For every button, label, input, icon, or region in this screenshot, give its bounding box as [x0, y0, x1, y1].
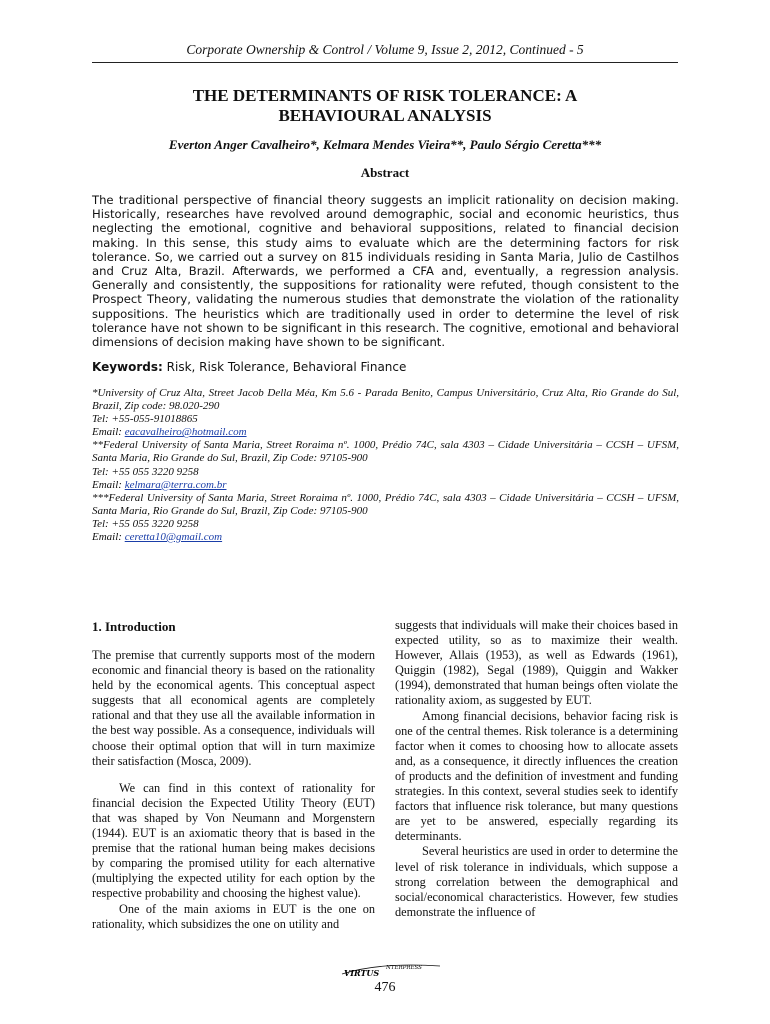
paragraph: Several heuristics are used in order to determine the level of risk tolerance in individuals, which suppose a strong correlation between the demographical and social/economical characteristics. However, few studies demonstrate the influence of: [395, 844, 678, 919]
affiliation-2-tel: Tel: +55 055 3220 9258: [92, 465, 199, 478]
logo-text-interpress: NTERPRESS: [386, 965, 422, 971]
paragraph: One of the main axioms in EUT is the one on rationality, which subsidizes the one on utility and: [92, 901, 375, 931]
header-divider: [92, 62, 678, 63]
affiliations: [92, 387, 679, 544]
article-title: [92, 86, 678, 126]
abstract-heading: Abstract: [360, 165, 410, 180]
keywords-list: Risk, Risk Tolerance, Behavioral Finance: [166, 360, 407, 374]
logo-text-virtus: VIRTUS: [344, 968, 380, 978]
email-label: Email:: [92, 426, 122, 439]
affiliation-1-tel: Tel: +55-055-91018865: [92, 413, 198, 426]
paragraph: Among financial decisions, behavior facing risk is one of the central themes. Risk tolerance is a determining factor when it comes to choosing how to allocate assets and, as a consequence, it directly influences the creation of products and the definition of investment and funding strategies. In this context, several studies seek to identify factors that influence risk tolerance, but many questions are yet to be answered, especially regarding its determinants.: [395, 708, 678, 844]
running-header: Corporate Ownership & Control / Volume 9, Issue 2, 2012, Continued - 5: [186, 42, 584, 57]
body-column-left: [92, 618, 375, 932]
paragraph: We can find in this context of rationality for financial decision the Expected Utility Theory (EUT) that was shaped by Von Neumann and Morgenstern (1944). EUT is an axiomatic theory that is based in the premise that the rational human being makes decisions by comparing the promised utility for each alternative (multiplying the expected utility for each option by the respective probability and choosing the highest value).: [92, 780, 375, 901]
email-label: Email:: [92, 531, 122, 544]
publisher-logo: [340, 960, 450, 980]
affiliation-3-email-line: [92, 531, 679, 544]
email-label: Email:: [92, 478, 122, 491]
email-link-3[interactable]: ceretta10@gmail.com: [124, 531, 223, 544]
keywords: [92, 360, 678, 374]
affiliation-3-tel: Tel: +55 055 3220 9258: [92, 517, 199, 530]
affiliation-1-email-line: [92, 426, 679, 439]
paragraph: The premise that currently supports most of the modern economic and financial theory is based on the rationality held by the economical agents. This conceptual aspect suggests that all economical agents are completely rational and that they use all the available information in the best way possible. As a consequence, individuals will choose their optimal option that will in turn maximize their satisfaction (Mosca, 2009).: [92, 648, 375, 768]
section-heading-introduction: 1. Introduction: [92, 619, 176, 634]
page-number: 476: [374, 980, 396, 995]
keywords-label: Keywords:: [92, 360, 163, 374]
title-line-2: BEHAVIOURAL ANALYSIS: [278, 106, 492, 125]
affiliation-2-address: **Federal University of Santa Maria, Street Roraima nº. 1000, Prédio 74C, sala 4303 – Cidade Universitária – CCSH – UFSM, Santa Maria, Rio Grande do Sul, Brazil, Zip Code: 97105-900: [92, 439, 679, 465]
email-link-1[interactable]: eacavalheiro@hotmail.com: [124, 426, 247, 439]
body-column-right: [395, 618, 678, 920]
abstract-text: The traditional perspective of financial theory suggests an implicit rationality on decision making. Historically, researches have revolved around demographic, social and economic heuristics, thus neglecting the emotional, cognitive and behavioral suppositions, related to financial decision making. In this sense, this study aims to evaluate which are the determining factors for risk tolerance. So, we carried out a survey on 815 individuals residing in Santa Maria, Julio de Castilhos and Cruz Alta, Brazil. Afterwards, we performed a CFA and, eventually, a regression analysis. Generally and consistently, the suppositions for rationality were refuted, though consistent to the Prospect Theory, validating the numerous studies that demonstrate the violation of the rationality suppositions. The heuristics which are traditionally used in order to determine the level of risk tolerance have not shown to be significant in this research. The cognitive, emotional and behavioral dimensions of decision making have shown to be significant.: [92, 193, 679, 350]
authors: Everton Anger Cavalheiro*, Kelmara Mendes Vieira**, Paulo Sérgio Ceretta***: [168, 137, 602, 152]
affiliation-2-email-line: [92, 479, 679, 492]
affiliation-1-address: *University of Cruz Alta, Street Jacob Della Méa, Km 5.6 - Parada Benito, Campus Universitário, Cruz Alta, Rio Grande do Sul, Brazil, Zip code: 98.020-290: [92, 387, 679, 413]
affiliation-3-address: ***Federal University of Santa Maria, Street Roraima nº. 1000, Prédio 74C, sala 4303 – Cidade Universitária – CCSH – UFSM, Santa Maria, Rio Grande do Sul, Brazil, Zip Code: 97105-900: [92, 491, 679, 517]
paragraph: suggests that individuals will make their choices based in expected utility, so as to maximize their wealth. However, Allais (1953), as well as Edwards (1961), Quiggin (1982), Segal (1989), Quiggin and Wakker (1994), demonstrated that human beings often violate the rationality axiom, as suggested by EUT.: [395, 618, 678, 708]
title-line-1: THE DETERMINANTS OF RISK TOLERANCE: A: [192, 86, 578, 105]
email-link-2[interactable]: kelmara@terra.com.br: [124, 478, 227, 491]
